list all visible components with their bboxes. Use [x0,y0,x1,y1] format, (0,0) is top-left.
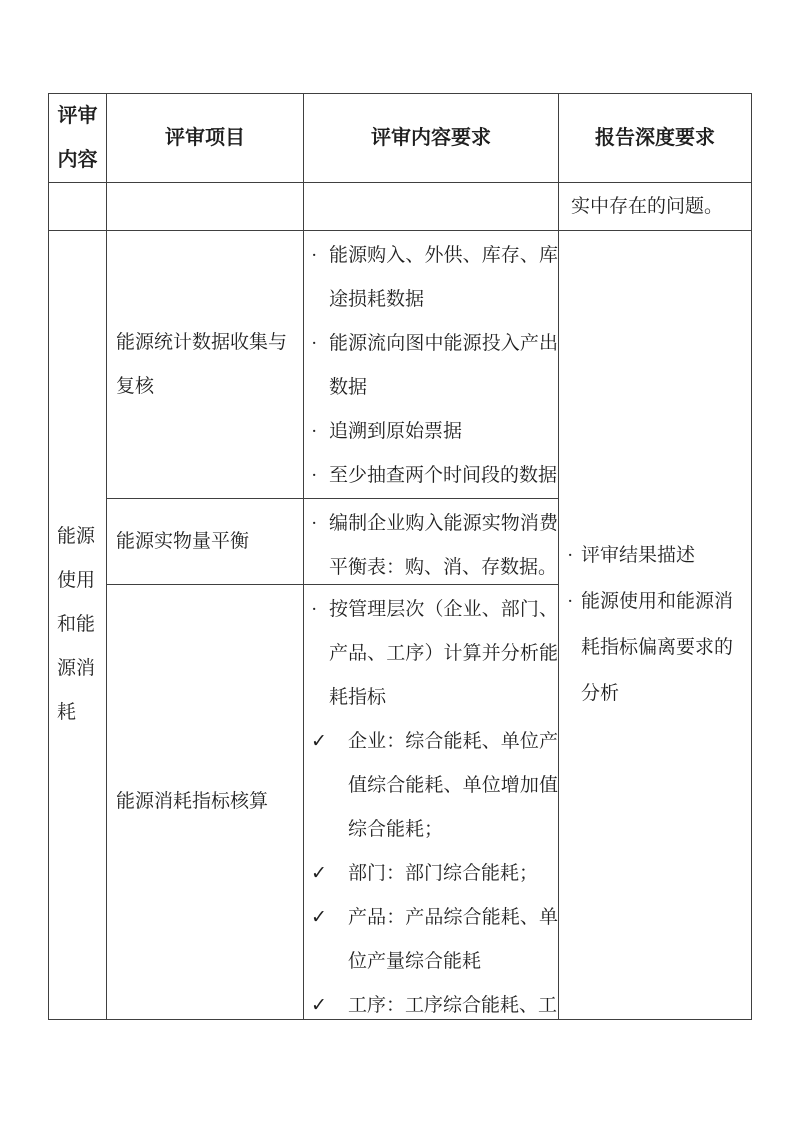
column-header-review-content: 评审内容 [49,94,107,182]
table-header-row [49,94,751,182]
requirement-item [311,720,558,852]
review-item-row-physical-balance [107,499,559,585]
report-depth-text: 能源使用和能源消耗指标偏离要求的分析 [581,591,734,704]
requirement-text: 至少抽查两个时间段的数据 [329,465,558,486]
section-energy-use-and-consumption [49,231,751,1019]
report-depth-cell [559,231,751,1019]
requirements-cell [304,499,559,584]
review-item-cell [107,499,304,584]
column-header-review-item: 评审项目 [107,94,304,182]
bullet-icon: · [311,513,318,534]
empty-cell [107,183,304,230]
review-item-label: 能源实物量平衡 [116,530,250,552]
requirement-text: 部门：部门综合能耗； [348,863,539,884]
bullet-icon: · [311,465,318,486]
bullet-icon: · [311,245,318,266]
requirements-cell [304,231,559,498]
requirements-cell [304,585,559,1019]
empty-cell [304,183,559,230]
requirement-text: 能源购入、外供、库存、库途损耗数据 [329,245,558,310]
requirement-text: 产品：产品综合能耗、单位产量综合能耗 [348,907,558,972]
check-icon: ✓ [311,907,327,928]
requirement-item [311,502,558,590]
column-header-content-requirements: 评审内容要求 [304,94,559,182]
review-item-label: 能源消耗指标核算 [116,791,269,812]
review-item-label: 能源统计数据收集与复核 [116,331,288,397]
report-depth-text: 评审结果描述 [581,545,696,566]
review-item-row-indicator-accounting [107,585,559,1019]
requirement-text: 企业：综合能耗、单位产值综合能耗、单位增加值综合能耗； [348,731,558,840]
bullet-icon: · [567,545,574,566]
bullet-icon: · [311,599,318,620]
requirement-text: 能源流向图中能源投入产出数据 [329,333,558,398]
carryover-row [49,183,751,230]
requirement-text: 编制企业购入能源实物消费平衡表：购、消、存数据。 [329,513,558,578]
review-item-row-statistics [107,231,559,499]
report-depth-item [567,579,751,717]
requirement-item [311,852,558,896]
requirement-text: 追溯到原始票据 [329,421,463,442]
check-icon: ✓ [311,995,327,1016]
review-item-cell [107,585,304,1019]
category-cell [49,231,107,1019]
requirement-item [311,588,558,720]
review-requirements-table [48,93,752,1020]
requirement-text: 工序：工序综合能耗、工 [348,995,558,1016]
requirement-item [311,896,558,984]
empty-cell [49,183,107,230]
report-depth-item [567,533,751,579]
requirement-text: 按管理层次（企业、部门、产品、工序）计算并分析能耗指标 [329,599,558,708]
requirement-item [311,410,558,454]
review-item-cell [107,231,304,498]
check-icon: ✓ [311,731,327,752]
bullet-icon: · [311,421,318,442]
review-items-column [107,231,559,1019]
category-label: 能源使用和能源消耗 [57,526,96,723]
carryover-report-depth-text: 实中存在的问题。 [571,196,724,217]
requirement-item [311,322,558,410]
requirement-item [311,234,558,322]
check-icon: ✓ [311,863,327,884]
column-header-report-depth: 报告深度要求 [595,127,715,149]
requirement-item [311,984,558,1028]
bullet-icon: · [311,333,318,354]
bullet-icon: · [567,591,574,612]
requirement-item [311,454,558,498]
